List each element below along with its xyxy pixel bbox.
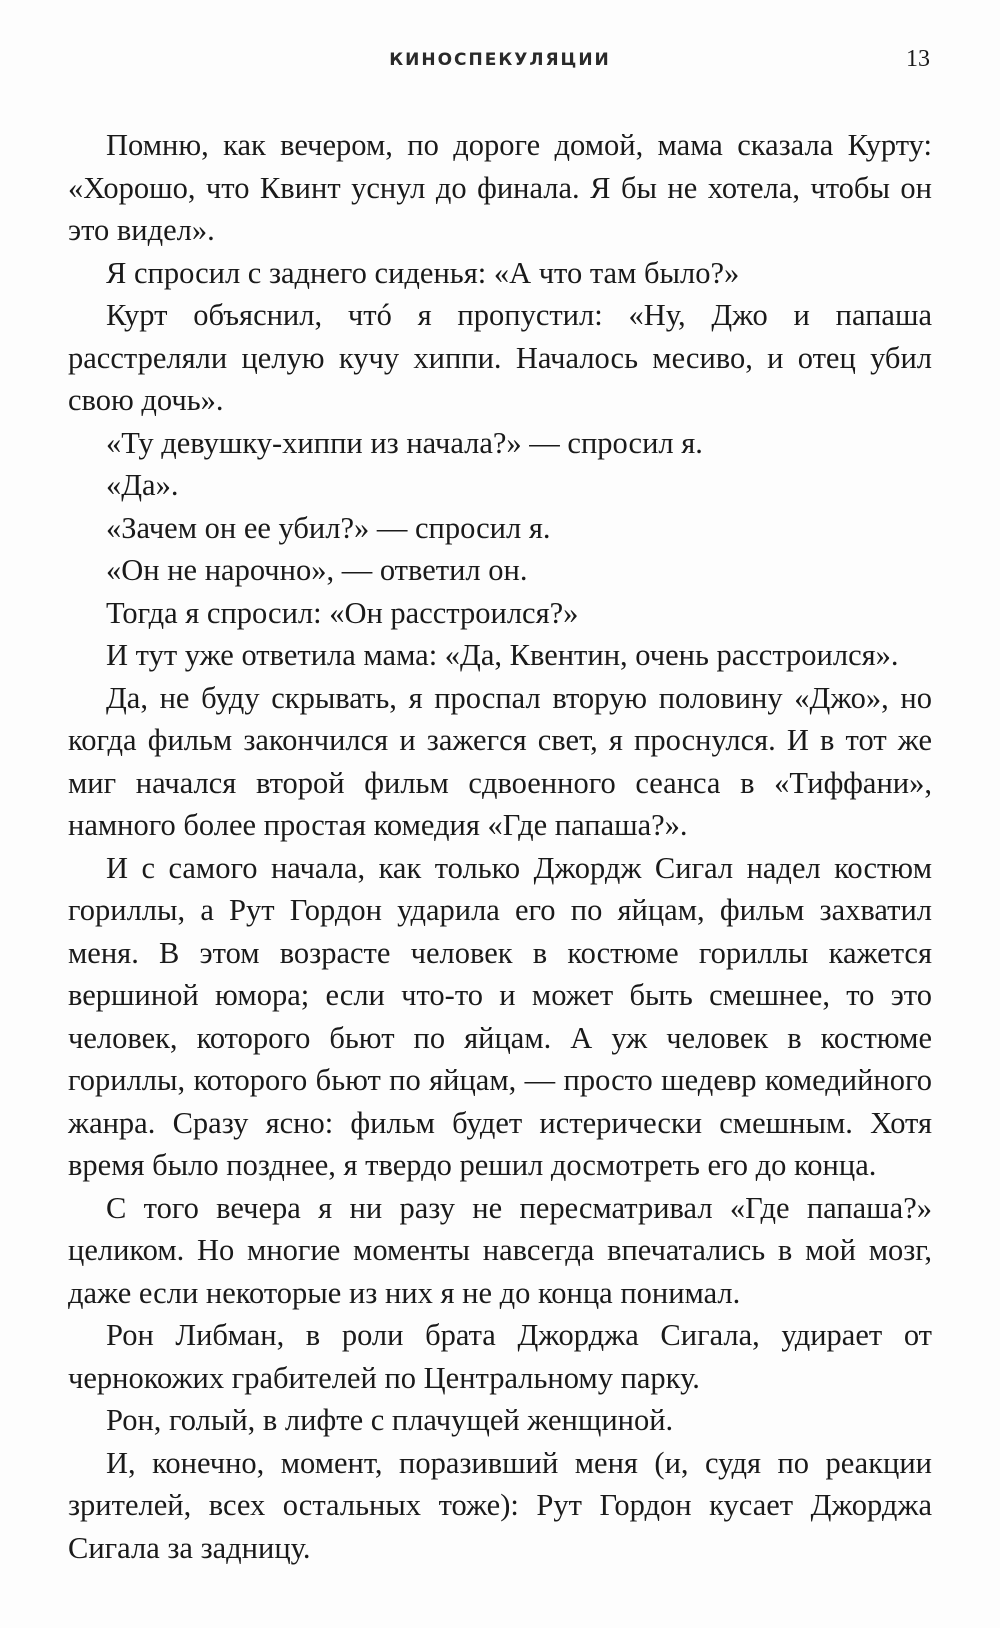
paragraph: Курт объяснил, чтó я пропустил: «Ну, Джо и папаша расстреляли целую кучу хиппи. Началось месиво, и отец убил свою дочь». — [68, 298, 932, 417]
paragraph: Помню, как вечером, по дороге домой, мама сказала Курту: «Хорошо, что Квинт уснул до финала. Я бы не хотела, чтобы он это видел». — [68, 128, 932, 247]
paragraph: Рон, голый, в лифте с плачущей женщиной. — [106, 1403, 674, 1437]
paragraph: Да, не буду скрывать, я проспал вторую половину «Джо», но когда фильм закончился и зажегся свет, я проснулся. И в тот же миг начался второй фильм сдвоенного сеанса в «Тиффани», намного более простая комедия «Где папаша?». — [68, 680, 932, 842]
paragraph: «Зачем он ее убил?» — спросил я. — [106, 510, 551, 545]
running-title: КИНОСПЕКУЛЯЦИИ — [389, 50, 611, 70]
paragraph: И тут уже ответила мама: «Да, Квентин, очень расстроился». — [106, 638, 899, 672]
paragraph: Я спросил с заднего сиденья: «А что там было?» — [106, 255, 740, 290]
paragraph: «Он не нарочно», — ответил он. — [106, 553, 528, 587]
paragraph: «Да». — [106, 468, 179, 502]
paragraph: И с самого начала, как только Джордж Сигал надел костюм гориллы, а Рут Гордон ударила его по яйцам, фильм захватил меня. В этом возрасте человек в костюме гориллы кажется вершиной юмора; если что-то и может быть смешнее, то это человек, которого бьют по яйцам. А уж человек в костюме гориллы, которого бьют по яйцам, — просто шедевр комедийного жанра. Сразу ясно: фильм будет истерически смешным. Хотя время было позднее, я твердо решил досмотреть его до конца. — [68, 850, 932, 1182]
page-number: 13 — [906, 46, 930, 72]
paragraph: Тогда я спросил: «Он расстроился?» — [106, 595, 579, 630]
paragraph: «Ту девушку-хиппи из начала?» — спросил я. — [106, 425, 703, 460]
running-head — [70, 46, 930, 76]
paragraph: И, конечно, момент, поразивший меня (и, судя по реакции зрителей, всех остальных тоже): Рут Гордон кусает Джорджа Сигала за задницу. — [68, 1445, 932, 1565]
body-text — [68, 124, 932, 1569]
paragraph: С того вечера я ни разу не пересматривал «Где папаша?» целиком. Но многие моменты навсегда впечатались в мой мозг, даже если некоторые из них я не до конца понимал. — [68, 1190, 932, 1310]
paragraph: Рон Либман, в роли брата Джорджа Сигала, удирает от чернокожих грабителей по Центральному парку. — [68, 1318, 932, 1395]
